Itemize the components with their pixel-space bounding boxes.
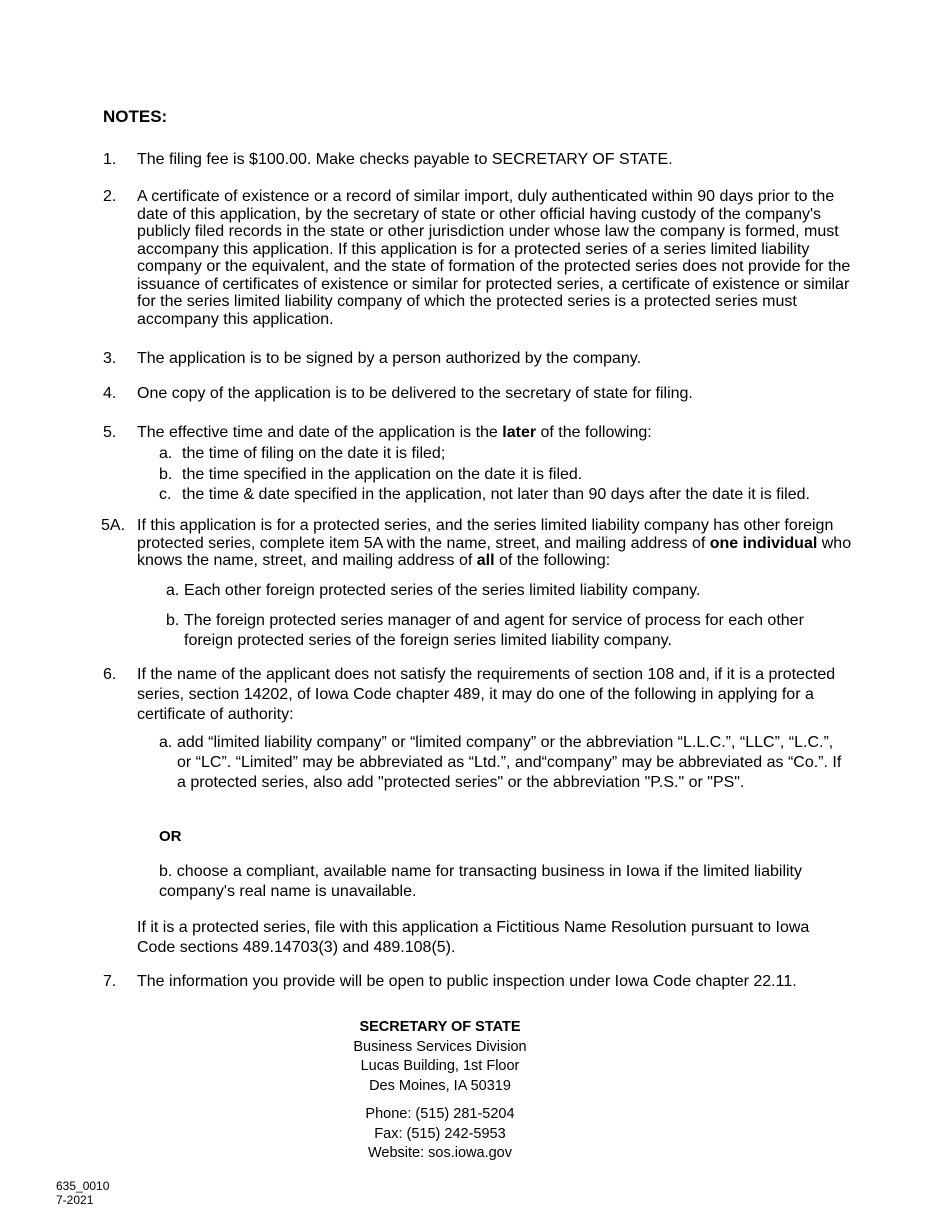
note-6 [103, 665, 855, 725]
note-number: 6. [103, 666, 117, 683]
note-5a-item-a: a. Each other foreign protected series of the series limited liability company. [166, 582, 701, 599]
office-contact [300, 1105, 580, 1164]
form-number: 635_0010 [56, 1179, 110, 1193]
note-number: 5A. [101, 517, 126, 534]
office-fax: Fax: (515) 242-5953 [374, 1125, 506, 1142]
note-number: 5. [103, 424, 117, 441]
note-number: 7. [103, 973, 117, 990]
note-7 [103, 973, 855, 991]
office-phone: Phone: (515) 281-5204 [365, 1106, 515, 1122]
note-text: The information you provide will be open to public inspection under Iowa Code chapter 22.11. [137, 973, 797, 990]
note-4 [103, 385, 855, 403]
note-5-item-c: c. the time & date specified in the application, not later than 90 days after the date it is filed. [159, 486, 810, 503]
note-6-item-b: b. choose a compliant, available name for transacting business in Iowa if the limited liability company's real name is unavailable. [159, 863, 802, 900]
note-number: 3. [103, 350, 117, 367]
office-website: Website: sos.iowa.gov [368, 1145, 512, 1161]
note-text: One copy of the application is to be delivered to the secretary of state for filing. [137, 385, 693, 402]
note-text: If the name of the applicant does not satisfy the requirements of section 108 and, if it is a protected series, section 14202, of Iowa Code chapter 489, it may do one of the following in applying for a certificate of authority: [137, 666, 836, 723]
form-footer [56, 1179, 109, 1207]
note-6-extra: If it is a protected series, file with this application a Fictitious Name Resolution pursuant to Iowa Code sections 489.14703(3) and 489.108(5). [137, 919, 810, 956]
or-label: OR [159, 828, 182, 845]
office-division: Business Services Division [353, 1038, 527, 1055]
note-5a-item-b: b. The foreign protected series manager of and agent for service of process for each other foreign protected series of the foreign series limited liability company. [166, 612, 804, 649]
note-text: The filing fee is $100.00. Make checks payable to SECRETARY OF STATE. [137, 151, 673, 168]
note-text: The effective time and date of the application is the later of the following: [137, 424, 652, 441]
note-text: A certificate of existence or a record of similar import, duly authenticated within 90 days prior to the date of this application, by the secretary of state or other official having custody of the company's publicly filed records in the state or other jurisdiction under whose law the company is formed, must accompany this application. If this application is for a protected series of a series limited liability company or the equivalent, and the state of formation of the protected series does not provide for the issuance of certificates of existence or similar for protected series, a certificate of existence or similar for the series limited liability company of which the protected series is a protected series must accompany this application. [137, 188, 851, 328]
notes-heading: NOTES: [103, 107, 168, 126]
note-5a [101, 517, 855, 570]
note-number: 2. [103, 188, 117, 205]
office-address [300, 1018, 580, 1096]
note-text: If this application is for a protected series, and the series limited liability company has other foreign protected series, complete item 5A with the name, street, and mailing address of one individual who knows the name, street, and mailing address of all of the following: [137, 517, 852, 569]
note-2 [103, 188, 855, 328]
note-1 [103, 151, 855, 169]
note-text: The application is to be signed by a person authorized by the company. [137, 350, 642, 367]
note-6-item-a: a. add “limited liability company” or “limited company” or the abbreviation “L.L.C.”, “LLC”, “L.C.”, or “LC”. “Limited” may be abbreviated as “Ltd.”, and“company” may be abbreviated as “Co.”. If a protected series, also add "protected series" or the abbreviation "P.S." or "PS". [159, 734, 842, 791]
office-city: Des Moines, IA 50319 [369, 1077, 511, 1094]
office-building: Lucas Building, 1st Floor [360, 1058, 520, 1074]
note-5-item-a: a. the time of filing on the date it is filed; [159, 445, 446, 462]
note-3 [103, 350, 855, 368]
note-number: 4. [103, 385, 117, 402]
note-5-item-b: b. the time specified in the application on the date it is filed. [159, 466, 583, 483]
note-5 [103, 424, 855, 442]
form-date: 7-2021 [56, 1193, 94, 1207]
office-title: SECRETARY OF STATE [359, 1019, 521, 1035]
note-number: 1. [103, 151, 117, 168]
